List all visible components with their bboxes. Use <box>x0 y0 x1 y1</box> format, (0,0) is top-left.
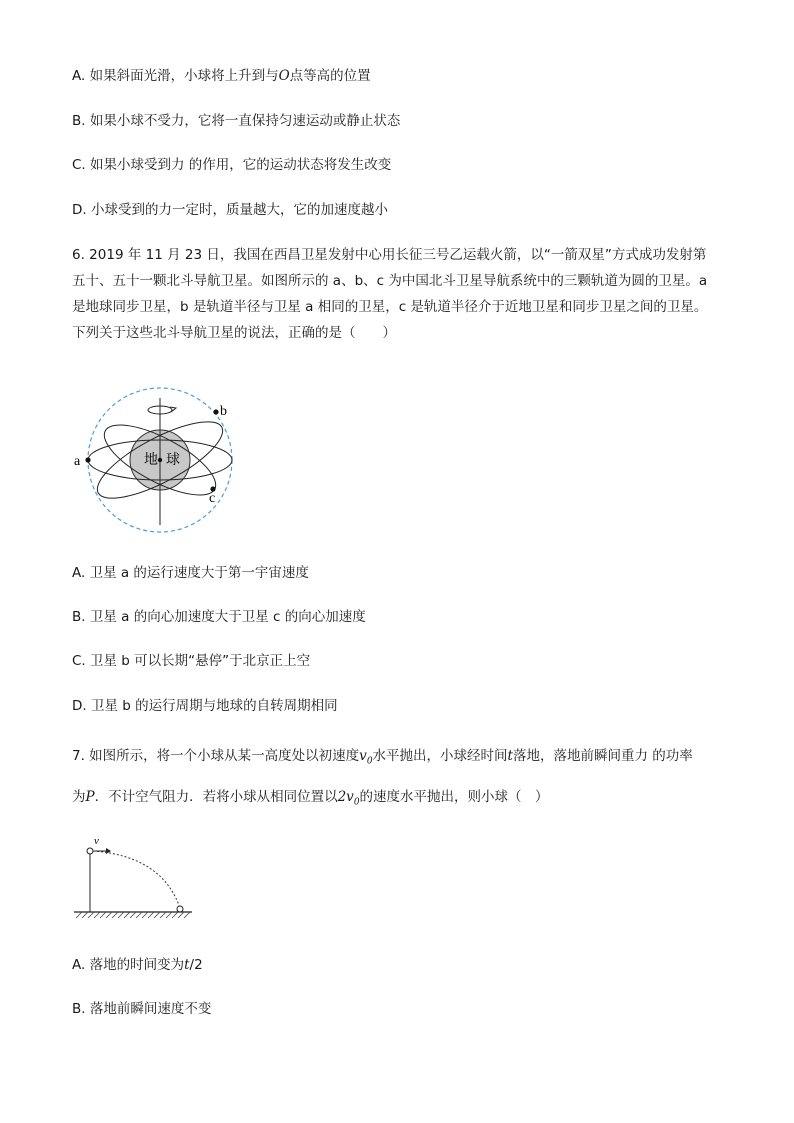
q7-stem-text: 的速度水平抛出，则小球（ ） <box>359 789 549 805</box>
earth-label-left: 地 <box>144 452 158 468</box>
q7-stem-text: 为 <box>72 789 86 805</box>
q6-option-b: B. 卫星 a 的向心加速度大于卫星 c 的向心加速度 <box>72 609 366 625</box>
q7-stem-text: ．不计空气阻力．若将小球从相同位置以 <box>94 789 338 805</box>
symbol-v0: $v_0$ <box>359 748 373 767</box>
symbol-t: t <box>507 748 513 764</box>
earth-label-right: 球 <box>166 452 180 468</box>
satellite-b <box>213 409 218 414</box>
q7-stem-line1 <box>72 746 693 772</box>
q7-stem-text: 落地，落地前瞬间重力 的功率 <box>512 748 693 764</box>
q6-stem-line: 是地球同步卫星，b 是轨道半径与卫星 a 相同的卫星，c 是轨道半径介于近地卫星和同步卫星之间的卫星。 <box>72 299 708 315</box>
q5-option-b: B. 如果小球不受力，它将一直保持匀速运动或静止状态 <box>72 113 401 129</box>
symbol-p: P <box>85 789 95 805</box>
label-c: c <box>209 491 216 506</box>
q6-option-c: C. 卫星 b 可以长期“悬停”于北京正上空 <box>72 653 311 669</box>
q6-stem <box>72 242 732 346</box>
symbol-2v0: $2v_0$ <box>337 789 360 808</box>
q7-option-b: B. 落地前瞬间速度不变 <box>72 1001 212 1017</box>
q7-stem-line2 <box>72 787 549 813</box>
q5-option-c: C. 如果小球受到力 的作用，它的运动状态将发生改变 <box>72 157 392 173</box>
ball-start <box>87 848 93 854</box>
satellite-orbit-figure <box>70 380 250 540</box>
q6-option-d: D. 卫星 b 的运行周期与地球的自转周期相同 <box>72 698 338 714</box>
q6-stem-line: 五十、五十一颗北斗导航卫星。如图所示的 a、b、c 为中国北斗卫星导航系统中的三颗轨道为圆的卫星。a <box>72 273 708 289</box>
q7-option-a-tail: /2 <box>189 957 203 973</box>
q6-stem-line: 6. 2019 年 11 月 23 日，我国在西昌卫星发射中心用长征三号乙运载火箭，以“一箭双星”方式成功发射第 <box>72 247 707 263</box>
q6-option-a: A. 卫星 a 的运行速度大于第一宇宙速度 <box>72 565 309 581</box>
symbol-t: t <box>184 957 190 973</box>
q7-stem-text: 水平抛出，小球经时间 <box>372 748 508 764</box>
ground-hatch <box>76 912 190 918</box>
point-o-symbol: O <box>278 68 290 84</box>
projectile-figure <box>72 832 196 924</box>
label-b: b <box>220 404 227 419</box>
velocity-label: v <box>94 835 99 847</box>
q5-option-a-tail: 点等高的位置 <box>289 68 371 84</box>
q7-stem-text: 7. 如图所示，将一个小球从某一高度处以初速度 <box>72 748 360 764</box>
ball-end <box>177 906 183 912</box>
q7-option-a-text: A. 落地的时间变为 <box>72 957 185 973</box>
label-a: a <box>74 454 81 469</box>
q5-option-a <box>72 66 371 86</box>
q6-stem-line: 下列关于这些北斗导航卫星的说法，正确的是（ ） <box>72 325 396 341</box>
q5-option-d: D. 小球受到的力一定时，质量越大，它的加速度越小 <box>72 202 388 218</box>
earth-center-dot <box>158 458 162 462</box>
q5-option-a-text: A. 如果斜面光滑，小球将上升到与 <box>72 68 279 84</box>
trajectory <box>93 851 180 908</box>
q7-option-a <box>72 955 203 975</box>
satellite-a <box>85 457 90 462</box>
